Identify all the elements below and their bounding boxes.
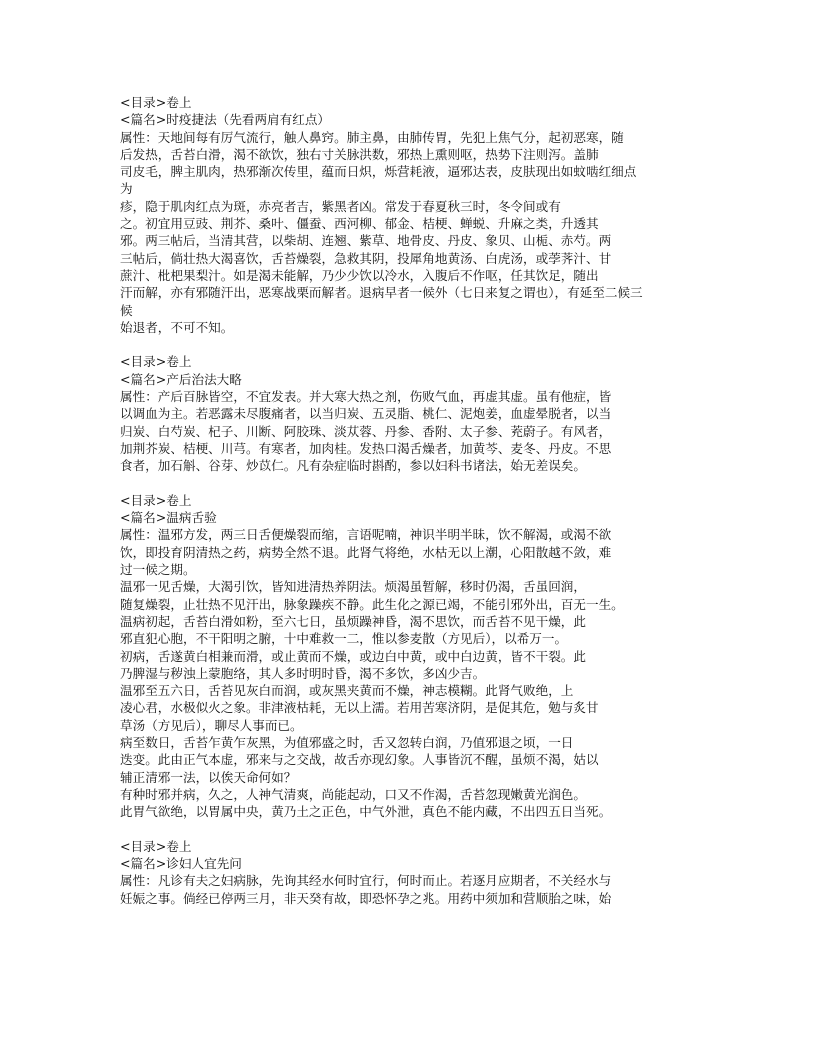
text-line: 温病初起，舌苔白滑如粉，至六七日，虽烦躁神昏，渴不思饮，而舌苔不见干燥，此 <box>120 613 586 629</box>
text-line: 过一候之期。 <box>120 562 196 578</box>
catalog-label: <目录>卷上 <box>120 492 192 508</box>
text-line: 三帖后，倘壮热大渴喜饮，舌苔燥裂，急救其阴，投犀角地黄汤、白虎汤，或荸荠汁、甘 <box>120 250 612 266</box>
text-line: 候 <box>120 302 133 318</box>
catalog-label: <目录>卷上 <box>120 354 192 370</box>
text-line: 随复燥裂，止壮热不见汗出，脉象躁疾不静。此生化之源已竭，不能引邪外出，百无一生。 <box>120 596 624 612</box>
text-line: 之。初宜用豆豉、荆芥、桑叶、僵蚕、西河柳、郁金、桔梗、蝉蜕、升麻之类，升透其 <box>120 216 599 232</box>
text-line: 为 <box>120 181 133 197</box>
text-line: 邪直犯心胞，不干阳明之腑，十中难救一二，惟以参麦散（方见后），以希万一。 <box>120 631 568 647</box>
text-line: 此胃气欲绝，以胃属中央，黄乃土之正色，中气外泄，真色不能内藏，不出四五日当死。 <box>120 804 612 820</box>
text-line: 凌心君，水极似火之象。非津液枯耗，无以上濡。若用苦寒济阴，是促其危，勉与炙甘 <box>120 700 599 716</box>
text-line: 以调血为主。若恶露未尽腹痛者，以当归炭、五灵脂、桃仁、泥炮姜，血虚晕脱者，以当 <box>120 406 612 422</box>
section-tongue-diagnosis <box>120 492 680 821</box>
text-line: 属性：温邪方发，两三日舌便燥裂而缩，言语呢喃，神识半明半昧，饮不解渴，或渴不欲 <box>120 527 612 543</box>
text-line: 属性：产后百脉皆空，不宜发表。并大寒大热之剂，伤败气血，再虚其虚。虽有他症，皆 <box>120 389 612 405</box>
text-line: 初病，舌遂黄白相兼而滑，或止黄而不燥，或边白中黄，或中白边黄，皆不干裂。此 <box>120 648 586 664</box>
chapter-title: <篇名>温病舌验 <box>120 510 217 526</box>
text-line: 蔗汁、枇杷果梨汁。如是渴未能解，乃少少饮以冷水，入腹后不作呕，任其饮足，随出 <box>120 267 599 283</box>
chapter-title: <篇名>产后治法大略 <box>120 371 242 387</box>
text-line: 饮，即投育阴清热之药，病势全然不退。此肾气将绝，水枯无以上潮，心阳散越不敛，难 <box>120 544 612 560</box>
text-line: 迭变。此由正气本虚，邪来与之交战，故舌亦现幻象。人事皆沉不醒，虽烦不渴，姑以 <box>120 752 599 768</box>
text-line: 属性：天地间每有厉气流行，触人鼻窍。肺主鼻，由肺传胃，先犯上焦气分，起初恶寒，随 <box>120 129 624 145</box>
text-line: 归炭、白芍炭、杞子、川断、阿胶珠、淡苁蓉、丹参、香附、太子参、茺蔚子。有风者， <box>120 423 612 439</box>
text-line: 食者，加石斛、谷芽、炒苡仁。凡有杂症临时斟酌，参以妇科书诸法，始无差误矣。 <box>120 458 586 474</box>
text-line: 乃脾湿与秽浊上蒙胞络，其人多时明时昏，渴不多饮，多凶少吉。 <box>120 665 486 681</box>
text-line: 草汤（方见后），聊尽人事而已。 <box>120 717 303 733</box>
text-line: 辅正清邪一法，以俟天命何如？ <box>120 769 297 785</box>
text-line: 加荆芥炭、桔梗、川芎。有寒者，加肉桂。发热口渴舌燥者，加黄芩、麦冬、丹皮。不思 <box>120 440 612 456</box>
text-line: 疹，隐于肌肉红点为斑，赤亮者吉，紫黑者凶。常发于春夏秋三时，冬令间或有 <box>120 198 561 214</box>
chapter-title: <篇名>时疫捷法（先看两肩有红点） <box>120 112 331 128</box>
text-line: 妊娠之事。倘经已停两三月，非天癸有故，即恐怀孕之兆。用药中须加和营顺胎之味，始 <box>120 890 612 906</box>
text-line: 后发热，舌苔白滑，渴不欲饮，独右寸关脉洪数，邪热上熏则呕，热势下注则泻。盖肺 <box>120 146 599 162</box>
text-line: 有种时邪并病，久之，人神气清爽，尚能起动，口又不作渴，舌苔忽现嫩黄光润色。 <box>120 786 586 802</box>
text-line: 属性：凡诊有夫之妇病脉，先询其经水何时宜行，何时而止。若逐月应期者，不关经水与 <box>120 873 612 889</box>
text-line: 温邪一见舌燥，大渴引饮，皆知进清热养阴法。烦渴虽暂解，移时仍渴，舌虽回润， <box>120 579 586 595</box>
chapter-title: <篇名>诊妇人宜先问 <box>120 856 242 872</box>
section-postpartum <box>120 353 680 474</box>
text-line: 邪。两三帖后，当清其营，以柴胡、连翘、紫草、地骨皮、丹皮、象贝、山栀、赤芍。两 <box>120 233 612 249</box>
text-line: 温邪至五六日，舌苔见灰白而润，或灰黑夹黄而不燥，神志模糊。此肾气败绝，上 <box>120 683 574 699</box>
section-women-inquiry <box>120 838 680 907</box>
catalog-label: <目录>卷上 <box>120 838 192 854</box>
document-page <box>120 94 680 924</box>
text-line: 始退者，不可不知。 <box>120 319 234 335</box>
catalog-label: <目录>卷上 <box>120 95 192 110</box>
text-line: 汗而解，亦有邪随汗出，恶寒战栗而解者。退病早者一候外（七日来复之谓也），有延至二候三 <box>120 285 643 301</box>
text-line: 病至数日，舌苔乍黄乍灰黑，为值邪盛之时，舌又忽转白润，乃值邪退之顷，一日 <box>120 734 574 750</box>
text-line: 司皮毛，脾主肌肉，热邪渐次传里，蕴而日炽，烁营耗液，逼邪达表，皮肤现出如蚊啮红细点 <box>120 164 637 180</box>
section-epidemic <box>120 94 680 336</box>
